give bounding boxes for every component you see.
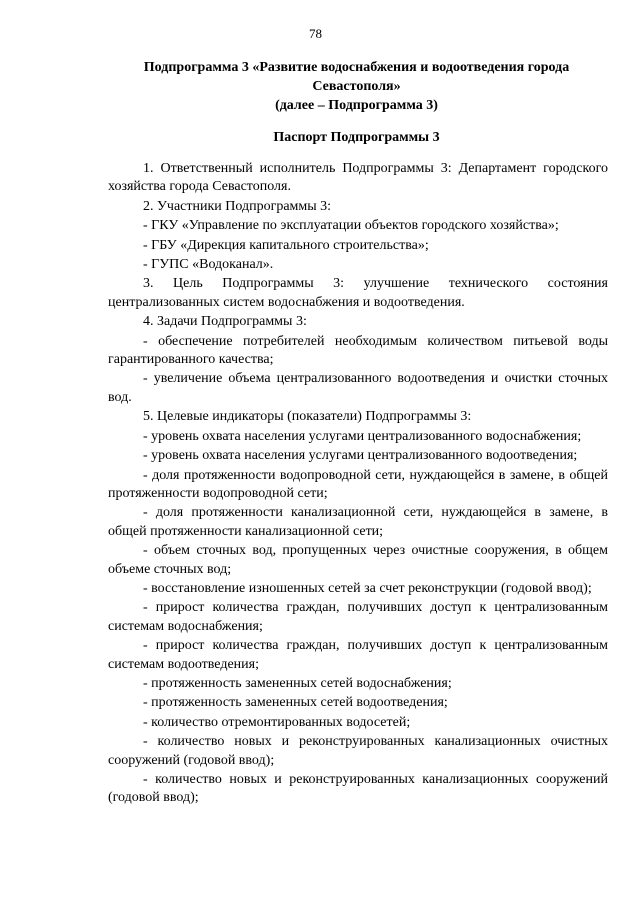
page-number: 78 <box>309 26 322 41</box>
list-item-indicator: - прирост количества граждан, получивших доступ к централизованным системам водоотведения; <box>108 638 608 672</box>
list-item-participant: - ГКУ «Управление по эксплуатации объектов городского хозяйства»; <box>143 218 559 234</box>
list-item-indicator: - уровень охвата населения услугами централизованного водоотведения; <box>143 448 578 464</box>
list-item-indicator: - протяженность замененных сетей водоотведения; <box>143 695 448 711</box>
paragraph-goal: 3. Цель Подпрограммы 3: улучшение технического состояния централизованных систем водоснабжения и водоотведения. <box>108 276 608 310</box>
list-item-indicator: - количество новых и реконструированных канализационных очистных сооружений (годовой ввод); <box>108 734 608 768</box>
list-item-indicator: - доля протяженности канализационной сети, нуждающейся в замене, в общей протяженности канализационной сети; <box>108 505 608 539</box>
list-item-indicator: - восстановление изношенных сетей за счет реконструкции (годовой ввод); <box>143 580 592 596</box>
list-item-indicator: - уровень охвата населения услугами централизованного водоснабжения; <box>143 428 582 444</box>
list-item-indicator: - количество отремонтированных водосетей; <box>143 714 411 730</box>
subprogram-title <box>100 58 613 115</box>
paragraph-indicators-heading: 5. Целевые индикаторы (показатели) Подпрограммы 3: <box>143 409 472 425</box>
list-item-participant: - ГУПС «Водоканал». <box>143 257 274 273</box>
subprogram-title-line-2: Севастополя» <box>312 79 401 94</box>
passport-body <box>108 160 608 808</box>
list-item-indicator: - количество новых и реконструированных канализационных сооружений (годовой ввод); <box>108 772 608 806</box>
list-item-indicator: - объем сточных вод, пропущенных через очистные сооружения, в общем объеме сточных вод; <box>108 543 608 577</box>
list-item-task: - обеспечение потребителей необходимым количеством питьевой воды гарантированного качества; <box>108 333 608 368</box>
passport-heading: Паспорт Подпрограммы 3 <box>273 130 440 145</box>
list-item-indicator: - доля протяженности водопроводной сети, нуждающейся в замене, в общей протяженности водопроводной сети; <box>108 467 608 501</box>
paragraph-tasks-heading: 4. Задачи Подпрограммы 3: <box>143 314 307 330</box>
list-item-indicator: - прирост количества граждан, получивших доступ к централизованным системам водоснабжения; <box>108 600 608 634</box>
list-item-task: - увеличение объема централизованного водоотведения и очистки сточных вод. <box>108 371 608 405</box>
list-item-participant: - ГБУ «Дирекция капитального строительства»; <box>143 237 429 253</box>
list-item-indicator: - протяженность замененных сетей водоснабжения; <box>143 675 452 691</box>
subprogram-title-line-3: (далее – Подпрограмма 3) <box>275 98 438 113</box>
paragraph-participants-heading: 2. Участники Подпрограммы 3: <box>143 198 332 214</box>
subprogram-title-line-1: Подпрограмма 3 «Развитие водоснабжения и водоотведения города <box>143 60 570 75</box>
paragraph-responsible-executor: 1. Ответственный исполнитель Подпрограммы 3: Департамент городского хозяйства города Севастополя. <box>108 161 608 195</box>
